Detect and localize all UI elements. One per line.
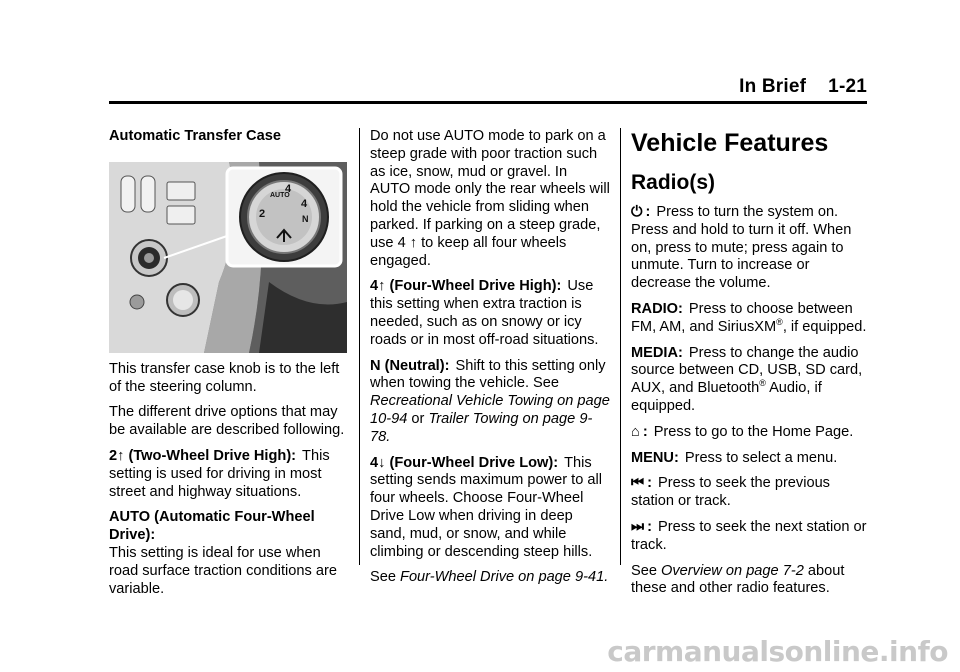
neutral-text: Shift to this setting only when towing the vehicle. See <box>370 357 606 392</box>
menu-text: Press to select a menu. <box>684 449 838 466</box>
auto-entry <box>109 509 349 598</box>
page-number: 1-21 <box>828 76 867 97</box>
power-entry <box>631 204 871 293</box>
auto-label: AUTO (Automatic Four-Wheel Drive): <box>109 509 315 544</box>
see-overview <box>631 563 871 599</box>
column-2 <box>370 128 610 595</box>
prev-colon: : <box>647 475 653 492</box>
media-label: MEDIA: <box>631 344 683 361</box>
vehicle-features-heading: Vehicle Features <box>631 129 829 157</box>
menu-label: MENU: <box>631 449 679 466</box>
see-text: See <box>370 569 396 586</box>
four-hi-prefix: 4 <box>370 278 379 295</box>
registered-mark: ® <box>759 378 766 389</box>
radio-entry <box>631 301 871 337</box>
auto-park-text: Do not use AUTO mode to park on a steep grade with poor traction such as ice, snow, mud or gravel. In AUTO mode only the rear wheels will hold the vehicle from sliding when parked. If parking on a steep grade, use 4 <box>370 128 610 251</box>
four-wheel-high-entry <box>370 278 610 349</box>
seek-previous-entry <box>631 475 871 511</box>
seek-previous-icon: ⏮ <box>631 475 645 492</box>
two-hi-prefix: 2 <box>109 447 118 464</box>
power-colon: : <box>645 204 651 220</box>
drive-options-intro: The different drive options that may be available are described following. <box>109 404 345 439</box>
overview-link[interactable]: Overview on page 7-2 <box>661 562 804 579</box>
two-hi-label: (Two-Wheel Drive High): <box>128 447 297 464</box>
four-hi-label: (Four-Wheel Drive High): <box>389 278 562 295</box>
up-arrow-icon: ↑ <box>378 278 386 295</box>
power-text: Press to turn the system on. Press and hold to turn it off. When on, press to mute; press again to unmute. Turn to increase or decrease the volume. <box>631 204 852 292</box>
see-four-wheel-drive <box>370 569 610 587</box>
home-text: Press to go to the Home Page. <box>653 423 854 440</box>
up-arrow-icon: ↑ <box>409 234 418 251</box>
registered-mark: ® <box>776 316 783 327</box>
four-lo-text: This setting sends maximum power to all four wheels. Choose Four-Wheel Drive Low when driving in deep sand, mud, or snow, and while climbing or descending steep hills. <box>370 454 602 560</box>
watermark: carmanualsonline.info <box>607 635 948 668</box>
two-hi-text: This setting is used for driving in most street and highway situations. <box>109 447 330 500</box>
home-icon: ⌂ <box>631 423 640 440</box>
section-title: In Brief <box>739 76 807 97</box>
media-text: Press to change the audio source between CD, USB, SD card, AUX, and Bluetooth <box>631 344 863 397</box>
media-entry <box>631 345 871 416</box>
home-entry <box>631 424 871 442</box>
transfer-case-heading: Automatic Transfer Case <box>109 128 281 144</box>
home-colon: : <box>642 423 648 440</box>
four-hi-text: Use this setting when extra traction is needed, such as on snowy or icy roads or in most off-road situations. <box>370 278 599 348</box>
knob-location-text: This transfer case knob is to the left of the steering column. <box>109 360 340 395</box>
four-wheel-low-entry <box>370 455 610 562</box>
page-header <box>739 76 867 98</box>
seek-next-entry <box>631 519 871 555</box>
column-3 <box>631 128 871 606</box>
neutral-entry <box>370 358 610 447</box>
column-1 <box>109 128 349 606</box>
knob-2hi-label: 2 <box>259 207 266 220</box>
four-lo-prefix: 4 <box>370 454 379 471</box>
next-text: Press to seek the next station or track. <box>631 518 867 553</box>
knob-auto-label: AUTO <box>270 191 290 199</box>
column-divider-1 <box>359 128 360 565</box>
auto-text: This setting is ideal for use when road surface traction conditions are variable. <box>109 544 337 597</box>
column-divider-2 <box>620 128 621 565</box>
up-arrow-icon: ↑ <box>117 447 125 464</box>
menu-entry <box>631 450 871 468</box>
see-text: See <box>631 562 657 579</box>
neutral-period: . <box>386 428 391 445</box>
prev-text: Press to seek the previous station or track. <box>631 475 830 510</box>
see-period: . <box>604 569 609 586</box>
rv-towing-link[interactable]: Recreational Vehicle Towing on page 10-94 <box>370 393 610 427</box>
four-lo-label: (Four-Wheel Drive Low): <box>389 454 559 471</box>
neutral-label: N (Neutral): <box>370 357 450 374</box>
radios-heading: Radio(s) <box>631 171 715 194</box>
down-arrow-icon: ↓ <box>378 454 386 471</box>
knob-4lo-label: 4 <box>301 197 308 210</box>
transfer-case-knob-photo <box>109 162 347 353</box>
auto-park-warning <box>370 128 610 270</box>
power-icon: ⏻ <box>631 204 643 220</box>
or-text: or <box>411 410 425 427</box>
two-wheel-high-entry <box>109 448 349 501</box>
knob-4hi-label: 4 <box>285 182 292 195</box>
next-colon: : <box>647 518 653 535</box>
seek-next-icon: ⏭ <box>631 518 645 535</box>
header-rule <box>109 101 867 104</box>
trailer-towing-link[interactable]: Trailer Towing on page 9-78 <box>370 410 593 445</box>
see-overview-end: about these and other radio features. <box>631 562 845 597</box>
radio-text-end: , if equipped. <box>782 318 867 335</box>
radio-label: RADIO: <box>631 300 683 317</box>
four-wheel-drive-link[interactable]: Four-Wheel Drive on page 9-41 <box>400 569 605 586</box>
media-text-end: Audio, if equipped. <box>631 380 822 414</box>
radio-text: Press to choose between FM, AM, and SiriusXM <box>631 300 853 335</box>
knob-n-label: N <box>302 213 309 224</box>
auto-park-text-end: to keep all four wheels engaged. <box>370 234 567 269</box>
